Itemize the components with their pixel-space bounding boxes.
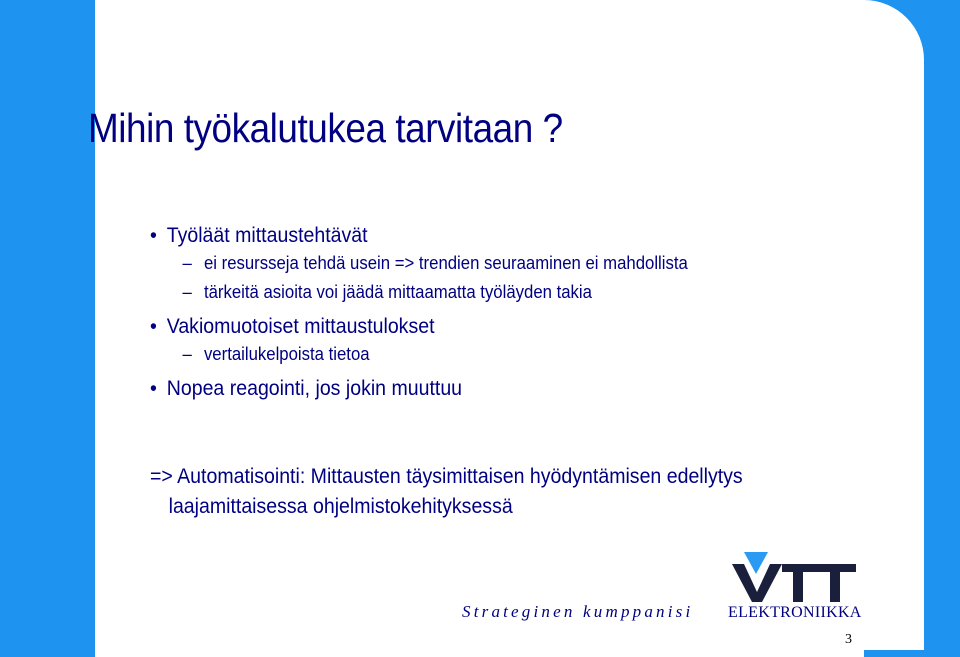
- department-label: ELEKTRONIIKKA: [728, 604, 862, 621]
- vtt-logo-t2-stem: [830, 564, 840, 602]
- sub-bullet-text: vertailukelpoista tietoa: [203, 344, 370, 364]
- sub-bullet-text: ei resursseja tehdä usein => trendien seuraaminen ei mahdollista: [203, 253, 688, 273]
- slide-body: [150, 222, 870, 402]
- sub-bullet-marker: –: [182, 282, 192, 302]
- vtt-logo: [730, 552, 860, 604]
- footer-tagline: Strateginen kumppanisi: [462, 602, 694, 621]
- bullet-item: [150, 375, 820, 402]
- sub-bullet-item: [150, 249, 820, 278]
- vtt-logo-t1-stem: [793, 564, 803, 602]
- bullet-text: Nopea reagointi, jos jokin muuttuu: [166, 377, 463, 400]
- bullet-marker: •: [150, 315, 157, 338]
- conclusion-line-1: => Automatisointi: Mittausten täysimittaisen hyödyntämisen edellytys: [150, 465, 743, 488]
- conclusion-line-2: laajamittaisessa ohjelmistokehityksessä: [168, 495, 513, 518]
- bullet-text: Vakiomuotoiset mittaustulokset: [166, 315, 435, 338]
- bullet-text: Työläät mittaustehtävät: [166, 224, 368, 247]
- left-blue-band: [0, 0, 95, 657]
- bullet-item: [150, 222, 820, 249]
- vtt-logo-arrow-icon: [744, 552, 768, 574]
- sub-bullet-marker: –: [182, 253, 192, 273]
- bullet-marker: •: [150, 377, 157, 400]
- sub-bullet-text: tärkeitä asioita voi jäädä mittaamatta työläyden takia: [203, 282, 592, 302]
- conclusion-text: [150, 462, 743, 522]
- bullet-item: [150, 313, 820, 340]
- sub-bullet-item: [150, 278, 820, 307]
- sub-bullet-marker: –: [182, 344, 192, 364]
- bullet-marker: •: [150, 224, 157, 247]
- slide-title: Mihin työkalutukea tarvitaan ?: [88, 105, 563, 151]
- page-number: 3: [845, 632, 852, 647]
- sub-bullet-item: [150, 340, 820, 369]
